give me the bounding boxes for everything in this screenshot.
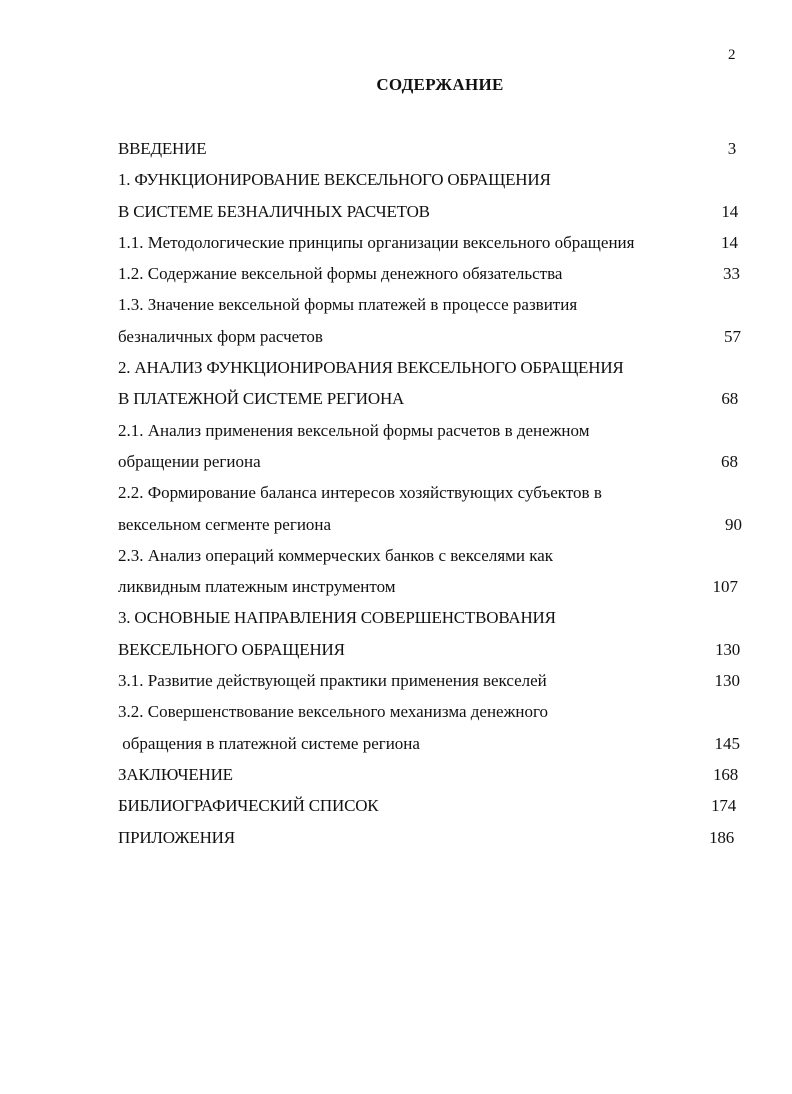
- toc-entry-page: 3: [727, 139, 736, 158]
- toc-entry-chapter-3-cont: [118, 634, 748, 665]
- toc-entry-conclusion: [118, 759, 748, 790]
- toc-entry-section-2-2-cont: [118, 509, 748, 540]
- toc-entry-section-1-3-cont: [118, 321, 748, 352]
- toc-entry-section-3-2: [118, 696, 748, 727]
- toc-entry-page: 145: [714, 733, 740, 753]
- toc-entry-text: 1.1. Методологические принципы организации вексельного обращения: [118, 232, 635, 252]
- toc-entry-text: обращения в платежной системе региона: [118, 733, 420, 753]
- toc-entry-text: 3.1. Развитие действующей практики применения векселей: [118, 671, 547, 691]
- toc-entry-section-2-2: [118, 477, 748, 508]
- toc-entry-section-1-3: [118, 289, 748, 320]
- toc-entry-page: 57: [724, 326, 741, 346]
- toc-entry-bibliography: [118, 790, 748, 821]
- toc-entry-text: 2.1. Анализ применения вексельной формы расчетов в денежном: [118, 420, 590, 440]
- toc-entry-text: вексельном сегменте региона: [118, 514, 332, 534]
- toc-entry-section-3-1: [118, 665, 748, 696]
- toc-entry-chapter-3: [118, 602, 748, 633]
- toc-entry-chapter-2-cont: [118, 383, 748, 414]
- toc-entry-page: 14: [721, 201, 738, 221]
- toc-entry-text: 3.2. Совершенствование вексельного механизма денежного: [118, 702, 548, 722]
- toc-entry-text: обращении региона: [118, 451, 261, 471]
- toc-entry-text: В ПЛАТЕЖНОЙ СИСТЕМЕ РЕГИОНА: [118, 389, 405, 409]
- toc-entry-page: 168: [713, 764, 738, 784]
- toc-entry-text: ВЕКСЕЛЬНОГО ОБРАЩЕНИЯ: [118, 639, 345, 659]
- toc-entry-page: 68: [721, 451, 738, 471]
- toc-entry-section-2-1-cont: [118, 446, 748, 477]
- table-of-contents: [118, 133, 748, 853]
- toc-entry-chapter-1-cont: [118, 196, 748, 227]
- toc-entry-introduction: [118, 133, 748, 164]
- toc-entry-text: безналичных форм расчетов: [118, 326, 323, 346]
- toc-entry-text: 1. ФУНКЦИОНИРОВАНИЕ ВЕКСЕЛЬНОГО ОБРАЩЕНИЯ: [118, 170, 551, 190]
- toc-entry-chapter-1: [118, 164, 748, 195]
- toc-entry-section-2-3-cont: [118, 571, 748, 602]
- toc-entry-page: 130: [714, 671, 740, 691]
- toc-entry-section-3-2-cont: [118, 728, 748, 759]
- toc-entry-section-1-1: [118, 227, 748, 258]
- toc-entry-section-1-2: [118, 258, 748, 289]
- toc-entry-appendices: [118, 822, 748, 853]
- toc-entry-text: ПРИЛОЖЕНИЯ: [118, 827, 235, 847]
- toc-entry-page: 90: [725, 514, 742, 534]
- toc-entry-page: 33: [723, 264, 740, 284]
- toc-entry-section-2-1: [118, 415, 748, 446]
- toc-entry-text: ликвидным платежным инструментом: [118, 577, 396, 597]
- toc-entry-page: 68: [721, 389, 738, 409]
- toc-entry-text: ЗАКЛЮЧЕНИЕ: [118, 764, 233, 784]
- page-title: СОДЕРЖАНИЕ: [376, 75, 504, 94]
- toc-entry-page: 107: [712, 577, 738, 597]
- toc-entry-text: 1.3. Значение вексельной формы платежей в процессе развития: [118, 295, 578, 315]
- page-number: 2: [728, 47, 736, 63]
- toc-entry-page: 186: [709, 827, 734, 847]
- toc-entry-section-2-3: [118, 540, 748, 571]
- toc-entry-text: В СИСТЕМЕ БЕЗНАЛИЧНЫХ РАСЧЕТОВ: [118, 201, 430, 221]
- toc-entry-text: ВВЕДЕНИЕ: [118, 139, 207, 158]
- toc-entry-text: 2. АНАЛИЗ ФУНКЦИОНИРОВАНИЯ ВЕКСЕЛЬНОГО ОБРАЩЕНИЯ: [118, 358, 624, 378]
- toc-entry-text: 1.2. Содержание вексельной формы денежного обязательства: [118, 264, 563, 284]
- toc-entry-page: 14: [721, 232, 738, 252]
- toc-entry-text: 2.3. Анализ операций коммерческих банков с векселями как: [118, 545, 554, 565]
- toc-entry-chapter-2: [118, 352, 748, 383]
- toc-entry-text: 3. ОСНОВНЫЕ НАПРАВЛЕНИЯ СОВЕРШЕНСТВОВАНИЯ: [118, 608, 556, 628]
- toc-entry-text: БИБЛИОГРАФИЧЕСКИЙ СПИСОК: [118, 796, 379, 816]
- toc-entry-page: 130: [715, 639, 740, 659]
- toc-entry-text: 2.2. Формирование баланса интересов хозяйствующих субъектов в: [118, 483, 602, 503]
- toc-entry-page: 174: [711, 796, 736, 816]
